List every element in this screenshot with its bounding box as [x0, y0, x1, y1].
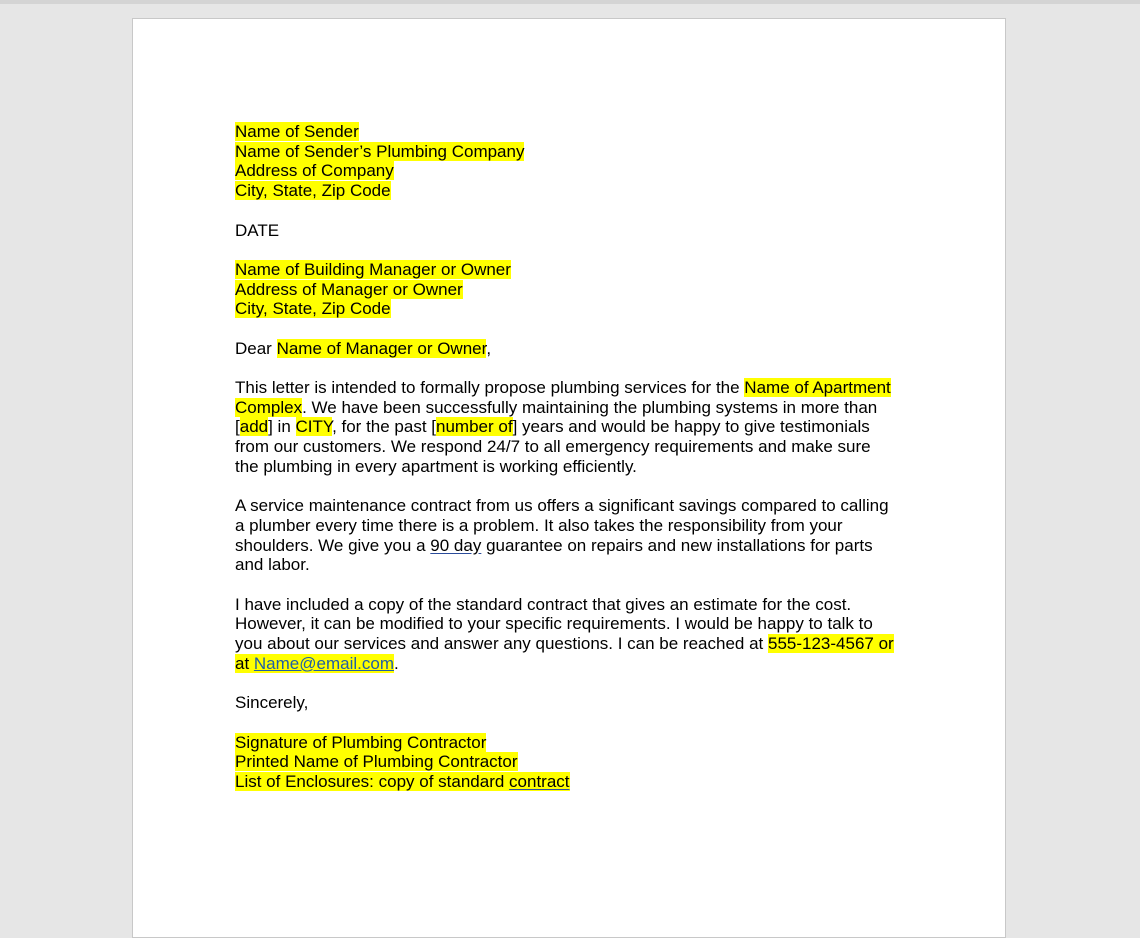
p1-line3-c: , for the past [ — [332, 417, 437, 437]
sender-name: Name of Sender — [235, 122, 359, 141]
closing-block — [235, 693, 915, 713]
recipient-city-state-zip: City, State, Zip Code — [235, 299, 391, 319]
p2-line3-a: shoulders. We give you a — [235, 535, 431, 555]
enclosures-text: List of Enclosures: copy of standard — [235, 772, 510, 792]
email-highlight — [235, 654, 394, 673]
p3-line2: However, it can be modified to your specific requirements. I would be happy to talk to — [235, 614, 873, 634]
printed-name-placeholder: Printed Name of Plumbing Contractor — [235, 752, 518, 772]
p1-line3-b: ] in — [268, 417, 296, 437]
p1-line3-a: [ — [235, 417, 240, 437]
letter-date: DATE — [235, 220, 280, 240]
p2-line2: a plumber every time there is a problem. It also takes the responsibility from your — [235, 515, 843, 535]
p1-line5: the plumbing in every apartment is working efficiently. — [235, 456, 637, 476]
city-placeholder: CITY — [295, 417, 333, 437]
enclosures-line — [235, 772, 570, 791]
paragraph-contract — [235, 496, 915, 575]
salutation — [235, 339, 915, 359]
p3-line4-end: . — [393, 653, 399, 673]
date-block — [235, 221, 915, 241]
paragraph-proposal — [235, 378, 915, 477]
p1-line4: from our customers. We respond 24/7 to all emergency requirements and make sure — [235, 437, 871, 457]
recipient-name: Name of Building Manager or Owner — [235, 259, 511, 279]
p1-line3-d: ] years and would be happy to give testimonials — [512, 417, 870, 437]
salutation-name: Name of Manager or Owner — [276, 338, 487, 358]
salutation-suffix: , — [486, 338, 492, 358]
p2-line4: and labor. — [235, 555, 310, 575]
apartment-name-placeholder-cont: Complex — [235, 397, 303, 417]
sender-company: Name of Sender’s Plumbing Company — [235, 141, 525, 161]
grammar-flag-contract[interactable]: contract — [509, 772, 570, 792]
apartment-name-placeholder: Name of Apartment — [744, 378, 891, 398]
grammar-flag-90-day[interactable]: 90 day — [430, 535, 482, 555]
phone-placeholder: 555-123-4567 or — [768, 634, 894, 654]
sender-block — [235, 122, 915, 201]
signature-block — [235, 733, 915, 792]
p2-line1: A service maintenance contract from us offers a significant savings compared to calling — [235, 496, 889, 516]
p3-line4-at: at — [235, 653, 254, 673]
years-placeholder: number of — [436, 417, 513, 437]
sender-city-state-zip: City, State, Zip Code — [235, 181, 391, 201]
recipient-address: Address of Manager or Owner — [235, 279, 463, 299]
signature-placeholder: Signature of Plumbing Contractor — [235, 732, 487, 752]
p3-line1: I have included a copy of the standard contract that gives an estimate for the cost. — [235, 594, 852, 614]
salutation-prefix: Dear — [235, 338, 277, 358]
p3-line3-text: you about our services and answer any questions. I can be reached at — [235, 634, 768, 654]
paragraph-contact — [235, 595, 915, 674]
window-top-strip — [0, 0, 1140, 4]
p1-line2-text: . We have been successfully maintaining the plumbing systems in more than — [302, 397, 878, 417]
email-link[interactable]: Name@email.com — [253, 653, 394, 673]
p2-line3-b: guarantee on repairs and new installations for parts — [481, 535, 873, 555]
p1-line1-text: This letter is intended to formally propose plumbing services for the — [235, 378, 745, 398]
sender-address: Address of Company — [235, 161, 394, 181]
document-page[interactable] — [132, 18, 1006, 938]
letter-body[interactable] — [235, 122, 915, 811]
closing-text: Sincerely, — [235, 693, 309, 713]
recipient-block — [235, 260, 915, 319]
add-placeholder: add — [239, 417, 269, 437]
